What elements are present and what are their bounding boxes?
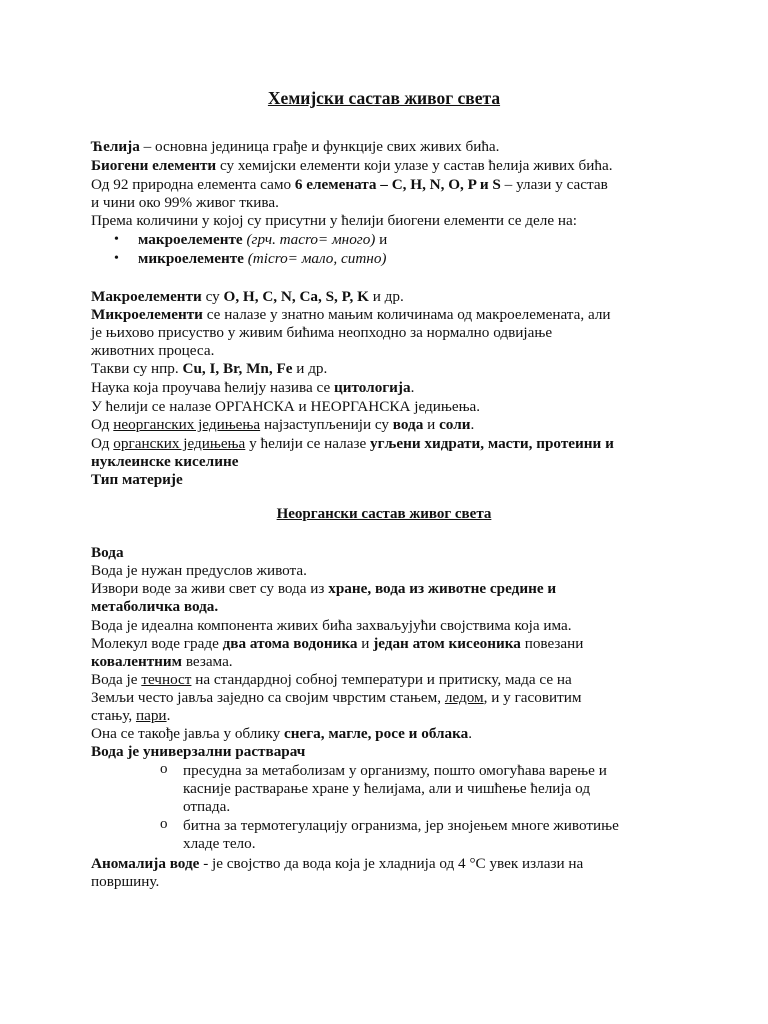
text-line	[91, 635, 583, 653]
text-line	[138, 250, 386, 268]
text-line	[91, 398, 480, 416]
text-line	[91, 471, 183, 489]
text-segment: цитологија	[334, 379, 411, 396]
text-line	[91, 653, 233, 671]
text-line	[91, 416, 474, 434]
text-segment: је њихово присуство у живим бићима неопходно за нормално одвијање	[91, 324, 553, 341]
text-segment: течност	[141, 671, 192, 688]
text-line	[91, 288, 404, 306]
text-segment: један атом кисеоника	[373, 635, 521, 652]
text-line	[138, 231, 387, 249]
text-line	[91, 212, 577, 230]
text-line	[183, 762, 607, 780]
text-line	[183, 835, 256, 853]
text-segment: – основна јединица грађе и функције свих живих бића.	[139, 138, 500, 155]
text-line	[183, 817, 619, 835]
text-segment: нуклеинске киселине	[91, 453, 239, 470]
text-segment: – улази у састав	[500, 176, 608, 193]
text-segment: битна за термотегулацију огранизма, јер знојењем многе животиње	[183, 817, 619, 834]
text-segment: снега, магле, росе и облака	[284, 725, 469, 742]
text-segment: и чини око 99% живог ткива.	[91, 194, 279, 211]
bullet-icon: •	[114, 232, 119, 247]
text-line	[91, 324, 552, 342]
text-line	[91, 379, 414, 397]
text-segment: хране, вода из животне средине и	[328, 580, 557, 597]
text-line	[91, 873, 159, 891]
text-segment: ледом	[444, 689, 484, 706]
text-segment: и	[357, 635, 374, 652]
text-segment: Вода је идеална компонента живих бића захваљујући својствима која има.	[91, 617, 572, 634]
text-segment: на стандардној собној температури и притиску, мада се на	[191, 671, 572, 688]
text-segment: .	[470, 416, 475, 433]
text-segment: пресудна за метаболизам у организму, пошто омогућава варење и	[183, 762, 607, 779]
text-segment: соли	[439, 416, 471, 433]
text-segment: у ћелији се налазе	[245, 435, 370, 452]
bullet-icon: •	[114, 251, 119, 266]
text-segment: Биогени елементи	[91, 157, 217, 174]
text-segment: , и у гасовитим	[483, 689, 582, 706]
text-segment: Наука која проучава ћелију назива се	[91, 379, 335, 396]
text-line	[91, 306, 611, 324]
text-line	[91, 580, 556, 598]
text-line	[91, 342, 214, 360]
text-segment: Земљи често јавља заједно са својим чврстим стањем,	[91, 689, 445, 706]
text-segment: Од	[91, 435, 114, 452]
text-line	[91, 671, 572, 689]
text-segment: У ћелији се налазе ОРГАНСКА и НЕОРГАНСКА једињења.	[91, 398, 481, 415]
text-segment: су	[201, 288, 224, 305]
text-line	[91, 138, 499, 156]
text-segment: вода	[392, 416, 424, 433]
text-segment: органских једињења	[113, 435, 246, 452]
text-segment: и	[423, 416, 440, 433]
text-segment: (грч. macro= много)	[242, 231, 376, 248]
text-line	[91, 194, 279, 212]
text-segment: Ћелија	[91, 138, 140, 155]
text-segment: Од 92 природна елемента само	[91, 176, 295, 193]
text-segment: .	[166, 707, 171, 724]
text-line	[91, 360, 327, 378]
text-segment: .	[468, 725, 473, 742]
text-segment: пари	[135, 707, 167, 724]
text-segment: Вода	[91, 544, 124, 561]
text-line	[91, 855, 583, 873]
text-line	[91, 435, 614, 453]
text-line	[91, 544, 124, 562]
text-segment: повезани	[520, 635, 584, 652]
text-segment: везама.	[182, 653, 233, 670]
text-segment: 6 елемената – C, H, N, O, P и S	[294, 176, 501, 193]
text-segment: Вода је универзални растварач	[91, 743, 306, 760]
text-segment: Тип материје	[91, 471, 183, 488]
text-segment: Молекул воде граде	[91, 635, 223, 652]
text-segment: два атома водоника	[222, 635, 358, 652]
text-segment: отпада.	[183, 798, 231, 815]
text-segment: се налазе у знатно мањим количинама од макроелемената, али	[202, 306, 611, 323]
text-segment: ковалентним	[91, 653, 183, 670]
text-segment: Cu, I, Br, Mn, Fe	[182, 360, 293, 377]
text-line	[91, 157, 613, 175]
text-segment: су хемијски елементи који улазе у састав ћелија живих бића.	[216, 157, 613, 174]
text-segment: Микроелементи	[91, 306, 203, 323]
text-segment: O, H, C, N, Ca, S, P, K	[223, 288, 369, 305]
text-segment: микроелементе	[138, 250, 244, 267]
text-segment: - је својство да вода која је хладнија од 4 °C увек излази на	[199, 855, 584, 872]
text-segment: Вода је	[91, 671, 142, 688]
text-line	[91, 725, 472, 743]
text-segment: (micro= мало, ситно)	[243, 250, 387, 267]
text-segment: и др.	[292, 360, 328, 377]
text-line	[91, 617, 572, 635]
text-segment: Извори воде за живи свет су вода из	[91, 580, 329, 597]
text-segment: макроелементе	[138, 231, 243, 248]
text-line	[183, 780, 590, 798]
section-subtitle: Неоргански састав живог света	[276, 506, 492, 522]
text-segment: Аномалија воде	[91, 855, 200, 872]
text-segment: хладе тело.	[183, 835, 256, 852]
text-segment: Вода је нужан предуслов живота.	[91, 562, 307, 579]
text-line	[91, 707, 170, 725]
text-line	[91, 598, 218, 616]
text-segment: .	[410, 379, 415, 396]
text-line	[183, 798, 230, 816]
text-segment: Према количини у којој су присутни у ћелији биогени елементи се деле на:	[91, 212, 577, 229]
text-segment: Она се такође јавља у облику	[91, 725, 285, 742]
text-segment: Од	[91, 416, 114, 433]
text-segment: Макроелементи	[91, 288, 202, 305]
text-segment: најзаступљенији су	[260, 416, 393, 433]
text-segment: и	[375, 231, 388, 248]
text-segment: стању,	[91, 707, 136, 724]
text-line	[91, 176, 608, 194]
circle-bullet-icon: o	[160, 761, 168, 777]
text-line	[91, 562, 307, 580]
text-line	[91, 689, 582, 707]
document-title: Хемијски састав живог света	[267, 88, 501, 108]
text-segment: животних процеса.	[91, 342, 215, 359]
text-segment: Такви су нпр.	[91, 360, 183, 377]
text-line	[91, 743, 305, 761]
circle-bullet-icon: o	[160, 816, 168, 832]
text-segment: касније растварање хране у ћелијама, али и чишћење ћелија од	[183, 780, 591, 797]
text-segment: неорганских једињења	[113, 416, 261, 433]
text-segment: и др.	[368, 288, 404, 305]
text-line	[91, 453, 238, 471]
text-segment: метаболичка вода.	[91, 598, 219, 615]
text-segment: угљени хидрати, масти, протеини и	[370, 435, 614, 452]
text-segment: површину.	[91, 873, 160, 890]
